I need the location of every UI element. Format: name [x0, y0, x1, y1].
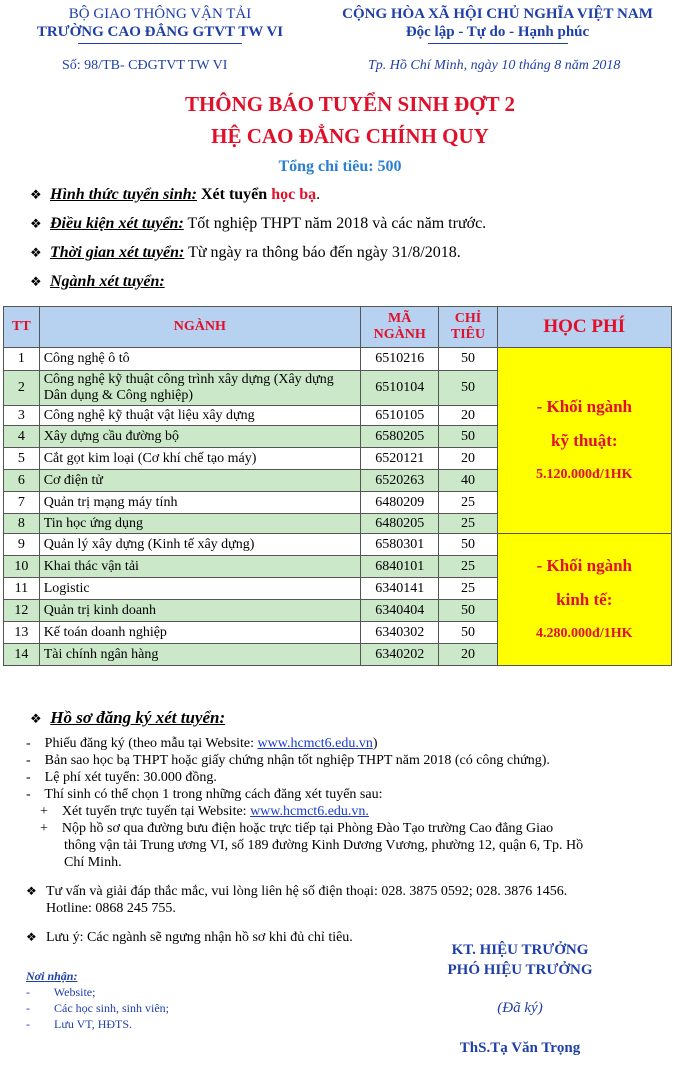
- signature-signed: (Đã ký): [497, 1000, 543, 1016]
- major-name: Cắt gọt kim loại (Cơ khí chế tạo máy): [39, 448, 360, 470]
- major-name: Khai thác vận tải: [39, 556, 360, 578]
- header-code-line1: MÃ: [388, 311, 412, 326]
- admission-condition-label: Điều kiện xét tuyển:: [50, 215, 184, 232]
- major-code: 6340141: [360, 578, 439, 600]
- recipients-label: Nơi nhận:: [26, 969, 78, 983]
- major-name: Logistic: [39, 578, 360, 600]
- row-number: 9: [4, 534, 40, 556]
- note-text: Lưu ý: Các ngành sẽ ngưng nhận hồ sơ khi đủ chỉ tiêu.: [46, 930, 353, 945]
- diamond-bullet-icon: ❖: [26, 930, 37, 944]
- major-quota: 50: [439, 534, 497, 556]
- header-quota: [439, 307, 497, 348]
- major-quota: 25: [439, 556, 497, 578]
- fee-amount: 5.120.000đ/1HK: [536, 466, 633, 482]
- major-quota: 25: [439, 578, 497, 600]
- header-tt: TT: [4, 307, 40, 348]
- majors-label: Ngành xét tuyển:: [50, 273, 165, 290]
- row-number: 8: [4, 514, 40, 534]
- republic-name: CỘNG HÒA XÃ HỘI CHỦ NGHĨA VIỆT NAM: [342, 6, 653, 22]
- list-item: - Các học sinh, sinh viên;: [26, 1001, 169, 1015]
- header-fee: HỌC PHÍ: [497, 307, 671, 348]
- major-code: 6510216: [360, 348, 439, 371]
- list-item: - Lệ phí xét tuyển: 30.000 đồng.: [26, 770, 217, 785]
- major-quota: 40: [439, 470, 497, 492]
- note-block: [26, 929, 353, 946]
- admission-time-label: Thời gian xét tuyển:: [50, 244, 185, 261]
- ministry-name: BỘ GIAO THÔNG VẬN TẢI: [68, 6, 252, 22]
- major-quota: 20: [439, 406, 497, 426]
- major-code: 6480205: [360, 514, 439, 534]
- major-code: 6340202: [360, 644, 439, 666]
- table-header-row: [4, 307, 672, 348]
- major-quota: 20: [439, 448, 497, 470]
- recipients: [26, 968, 169, 1032]
- sub-list-item-cont: thông vận tải Trung ương VI, số 189 đường Kinh Dương Vương, phường 12, quận 6, Tp. Hồ: [64, 838, 584, 853]
- school-underline: [78, 43, 242, 44]
- row-number: 1: [4, 348, 40, 371]
- motto: Độc lập - Tự do - Hạnh phúc: [405, 24, 590, 40]
- major-code: 6480209: [360, 492, 439, 514]
- contact-block: [26, 883, 567, 917]
- major-code: 6580205: [360, 426, 439, 448]
- motto-underline: [428, 43, 568, 44]
- row-number: 14: [4, 644, 40, 666]
- doc-number: Số: 98/TB- CĐGTVT TW VI: [62, 58, 228, 73]
- header-code-line2: NGÀNH: [373, 327, 426, 342]
- major-code: 6340302: [360, 622, 439, 644]
- admission-form-value: Xét tuyển: [200, 186, 268, 203]
- major-name: Tài chính ngân hàng: [39, 644, 360, 666]
- major-code: 6340404: [360, 600, 439, 622]
- fee-group-type: kỹ thuật:: [550, 430, 618, 450]
- admission-condition-value: Tốt nghiệp THPT năm 2018 và các năm trước.: [187, 215, 487, 232]
- admission-form: ❖ Hình thức tuyển sinh: Xét tuyển học bạ.: [30, 186, 321, 203]
- admission-time-value: Từ ngày ra thông báo đến ngày 31/8/2018.: [188, 244, 461, 261]
- major-name: Quản trị mạng máy tính: [39, 492, 360, 514]
- list-item: - Lưu VT, HĐTS.: [26, 1017, 133, 1031]
- diamond-bullet-icon: ❖: [30, 245, 42, 260]
- diamond-bullet-icon: ❖: [30, 216, 42, 231]
- fee-group-label: - Khối ngành: [536, 396, 632, 416]
- major-quota: 50: [439, 600, 497, 622]
- dossier-heading: [30, 708, 225, 728]
- website-link[interactable]: www.hcmct6.edu.vn: [257, 736, 373, 751]
- header-code: [360, 307, 439, 348]
- header-quota-line2: TIÊU: [450, 327, 486, 342]
- majors-heading: [30, 273, 165, 291]
- majors-table: [3, 306, 672, 666]
- major-name: Công nghệ kỹ thuật công trình xây dựng (Xây dựng Dân dụng & Công nghiệp): [39, 371, 360, 406]
- major-name: Xây dựng cầu đường bộ: [39, 426, 360, 448]
- contact-line1: Tư vấn và giải đáp thắc mắc, vui lòng liên hệ số điện thoại: 028. 3875 0592; 028. 3876 1456.: [46, 884, 568, 899]
- major-quota: 20: [439, 644, 497, 666]
- sub-list-item: + Xét tuyển trực tuyến tại Website: www.hcmct6.edu.vn.: [40, 804, 369, 819]
- total-quota: Tổng chỉ tiêu: 500: [278, 158, 402, 175]
- admission-form-value-highlight: học bạ: [271, 186, 317, 203]
- major-name: Quản lý xây dựng (Kinh tế xây dựng): [39, 534, 360, 556]
- diamond-bullet-icon: ❖: [30, 711, 42, 726]
- dossier-label: Hồ sơ đăng ký xét tuyển:: [50, 708, 226, 727]
- row-number: 6: [4, 470, 40, 492]
- major-quota: 50: [439, 426, 497, 448]
- table-row: [4, 348, 672, 371]
- table-row: [4, 534, 672, 556]
- school-name: TRƯỜNG CAO ĐẲNG GTVT TW VI: [36, 24, 284, 40]
- major-name: Công nghệ ô tô: [39, 348, 360, 371]
- diamond-bullet-icon: ❖: [26, 884, 37, 898]
- website-link[interactable]: www.hcmct6.edu.vn.: [250, 804, 369, 819]
- major-quota: 50: [439, 622, 497, 644]
- row-number: 3: [4, 406, 40, 426]
- signature-name: ThS.Tạ Văn Trọng: [459, 1040, 581, 1056]
- major-code: 6580301: [360, 534, 439, 556]
- fee-technical: [497, 348, 671, 534]
- row-number: 10: [4, 556, 40, 578]
- sub-list-item: + Nộp hồ sơ qua đường bưu điện hoặc trực tiếp tại Phòng Đào Tạo trường Cao đẳng Giao: [40, 821, 554, 836]
- major-name: Tin học ứng dụng: [39, 514, 360, 534]
- header-quota-line1: CHỈ: [454, 311, 482, 326]
- dossier-list: [26, 735, 583, 871]
- major-name: Kế toán doanh nghiệp: [39, 622, 360, 644]
- title-line2: HỆ CAO ĐẲNG CHÍNH QUY: [211, 124, 489, 148]
- major-code: 6520263: [360, 470, 439, 492]
- fee-group-label: - Khối ngành: [536, 555, 632, 575]
- diamond-bullet-icon: ❖: [30, 274, 42, 289]
- contact-hotline: Hotline: 0868 245 755.: [46, 901, 176, 916]
- fee-amount: 4.280.000đ/1HK: [536, 625, 633, 641]
- major-code: 6520121: [360, 448, 439, 470]
- major-name: Cơ điện tử: [39, 470, 360, 492]
- diamond-bullet-icon: ❖: [30, 187, 42, 202]
- fee-group-type: kinh tế:: [556, 589, 613, 609]
- major-name: Công nghệ kỹ thuật vật liệu xây dựng: [39, 406, 360, 426]
- sub-list-item-cont: Chí Minh.: [64, 855, 122, 870]
- major-name: Quản trị kinh doanh: [39, 600, 360, 622]
- title-line1: THÔNG BÁO TUYỂN SINH ĐỢT 2: [184, 92, 516, 116]
- major-quota: 50: [439, 371, 497, 406]
- fee-economic: [497, 534, 671, 666]
- major-code: 6840101: [360, 556, 439, 578]
- list-item: - Phiếu đăng ký (theo mẫu tại Website: www.hcmct6.edu.vn): [26, 736, 378, 751]
- row-number: 13: [4, 622, 40, 644]
- signature-role2: PHÓ HIỆU TRƯỞNG: [447, 962, 593, 978]
- list-item: - Thí sinh có thể chọn 1 trong những cách đăng xét tuyển sau:: [26, 787, 383, 802]
- major-code: 6510104: [360, 371, 439, 406]
- admission-form-label: Hình thức tuyển sinh:: [50, 186, 197, 203]
- major-quota: 25: [439, 514, 497, 534]
- admission-time: [30, 244, 461, 262]
- row-number: 4: [4, 426, 40, 448]
- row-number: 12: [4, 600, 40, 622]
- list-item: - Bản sao học bạ THPT hoặc giấy chứng nhận tốt nghiệp THPT năm 2018 (có công chứng).: [26, 753, 550, 768]
- row-number: 7: [4, 492, 40, 514]
- admission-condition: [30, 215, 486, 233]
- row-number: 11: [4, 578, 40, 600]
- signature-role1: KT. HIỆU TRƯỞNG: [451, 942, 589, 958]
- row-number: 2: [4, 371, 40, 406]
- list-item: - Website;: [26, 985, 96, 999]
- place-date: Tp. Hồ Chí Minh, ngày 10 tháng 8 năm 2018: [368, 58, 621, 73]
- major-quota: 50: [439, 348, 497, 371]
- header-major: NGÀNH: [39, 307, 360, 348]
- major-code: 6510105: [360, 406, 439, 426]
- row-number: 5: [4, 448, 40, 470]
- major-quota: 25: [439, 492, 497, 514]
